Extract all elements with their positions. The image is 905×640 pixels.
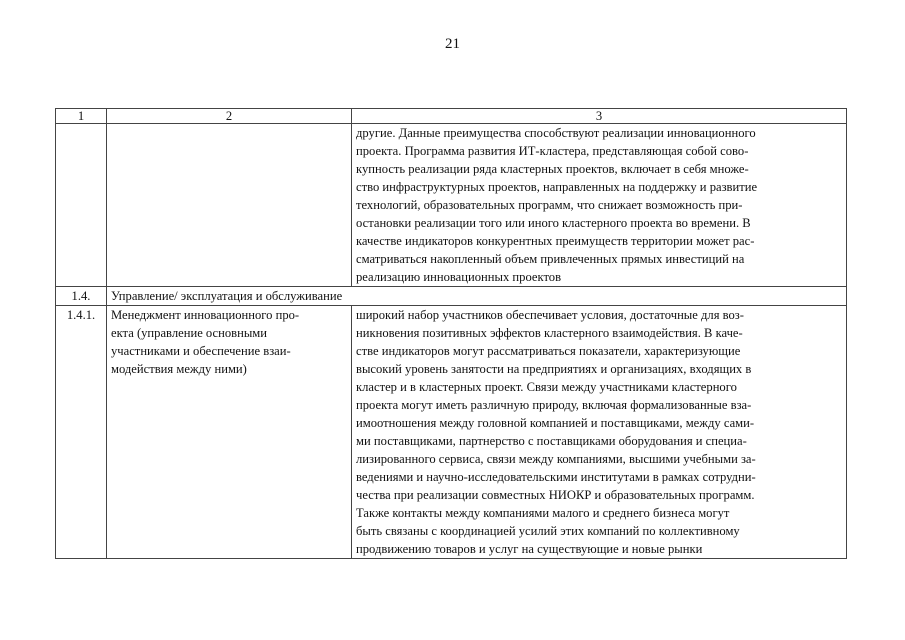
text-line: быть связаны с координацией усилий этих компаний по коллективному <box>356 524 740 538</box>
text-line: чества при реализации совместных НИОКР и образовательных программ. <box>356 488 755 502</box>
text-line: остановки реализации того или иного кластерного проекта во времени. В <box>356 216 751 230</box>
page-number: 21 <box>445 36 460 52</box>
table-row-section <box>56 287 847 306</box>
text-line: купность реализации ряда кластерных проектов, включает в себя множе- <box>356 162 749 176</box>
table-header-row <box>56 109 847 124</box>
text-line: кластер и в кластерных проект. Связи между участниками кластерного <box>356 380 737 394</box>
text-line: технологий, образовательных программ, что снижает возможность при- <box>356 198 743 212</box>
item-number: 1.4.1. <box>56 306 107 559</box>
header-col-2: 2 <box>107 109 352 124</box>
header-col-1: 1 <box>56 109 107 124</box>
text-line: никновения позитивных эффектов кластерного взаимодействия. В каче- <box>356 326 743 340</box>
text-line: ми поставщиками, партнерство с поставщиками оборудования и специа- <box>356 434 747 448</box>
text-line: проекта могут иметь различную природу, включая формализованные вза- <box>356 398 752 412</box>
text-line: екта (управление основными <box>111 326 268 340</box>
table-row-continuation <box>56 124 847 287</box>
table-row-item <box>56 306 847 559</box>
text-line: продвижению товаров и услуг на существующие и новые рынки <box>356 542 703 556</box>
text-line: качестве индикаторов конкурентных преимуществ территории может рас- <box>356 234 755 248</box>
text-line: Также контакты между компаниями малого и среднего бизнеса могут <box>356 506 730 520</box>
text-line: стве индикаторов могут рассматриваться показатели, характеризующие <box>356 344 741 358</box>
text-line: лизированного сервиса, связи между компаниями, высшими учебными за- <box>356 452 756 466</box>
text-line: широкий набор участников обеспечивает условия, достаточные для воз- <box>356 308 744 322</box>
header-col-3: 3 <box>352 109 847 124</box>
section-title: Управление/ эксплуатация и обслуживание <box>107 287 847 306</box>
text-line: высокий уровень занятости на предприятиях и организациях, входящих в <box>356 362 752 376</box>
text-line: ство инфраструктурных проектов, направленных на поддержку и развитие <box>356 180 758 194</box>
text-line: имоотношения между головной компанией и поставщиками, между сами- <box>356 416 755 430</box>
text-line: ведениями и научно-исследовательскими институтами в рамках сотрудни- <box>356 470 756 484</box>
text-line: участниками и обеспечение взаи- <box>111 344 291 358</box>
item-name-cell <box>107 306 352 559</box>
text-line: сматриваться накопленный объем привлеченных прямых инвестиций на <box>356 252 745 266</box>
text-line: реализацию инновационных проектов <box>356 270 562 284</box>
continuation-num-cell <box>56 124 107 287</box>
text-line: другие. Данные преимущества способствуют реализации инновационного <box>356 126 756 140</box>
item-desc-cell <box>352 306 847 559</box>
content-table <box>55 108 847 559</box>
continuation-name-cell <box>107 124 352 287</box>
text-line: модействия между ними) <box>111 362 247 376</box>
continuation-desc-cell <box>352 124 847 287</box>
section-number: 1.4. <box>56 287 107 306</box>
text-line: Менеджмент инновационного про- <box>111 308 300 322</box>
text-line: проекта. Программа развития ИТ-кластера, представляющая собой сово- <box>356 144 749 158</box>
